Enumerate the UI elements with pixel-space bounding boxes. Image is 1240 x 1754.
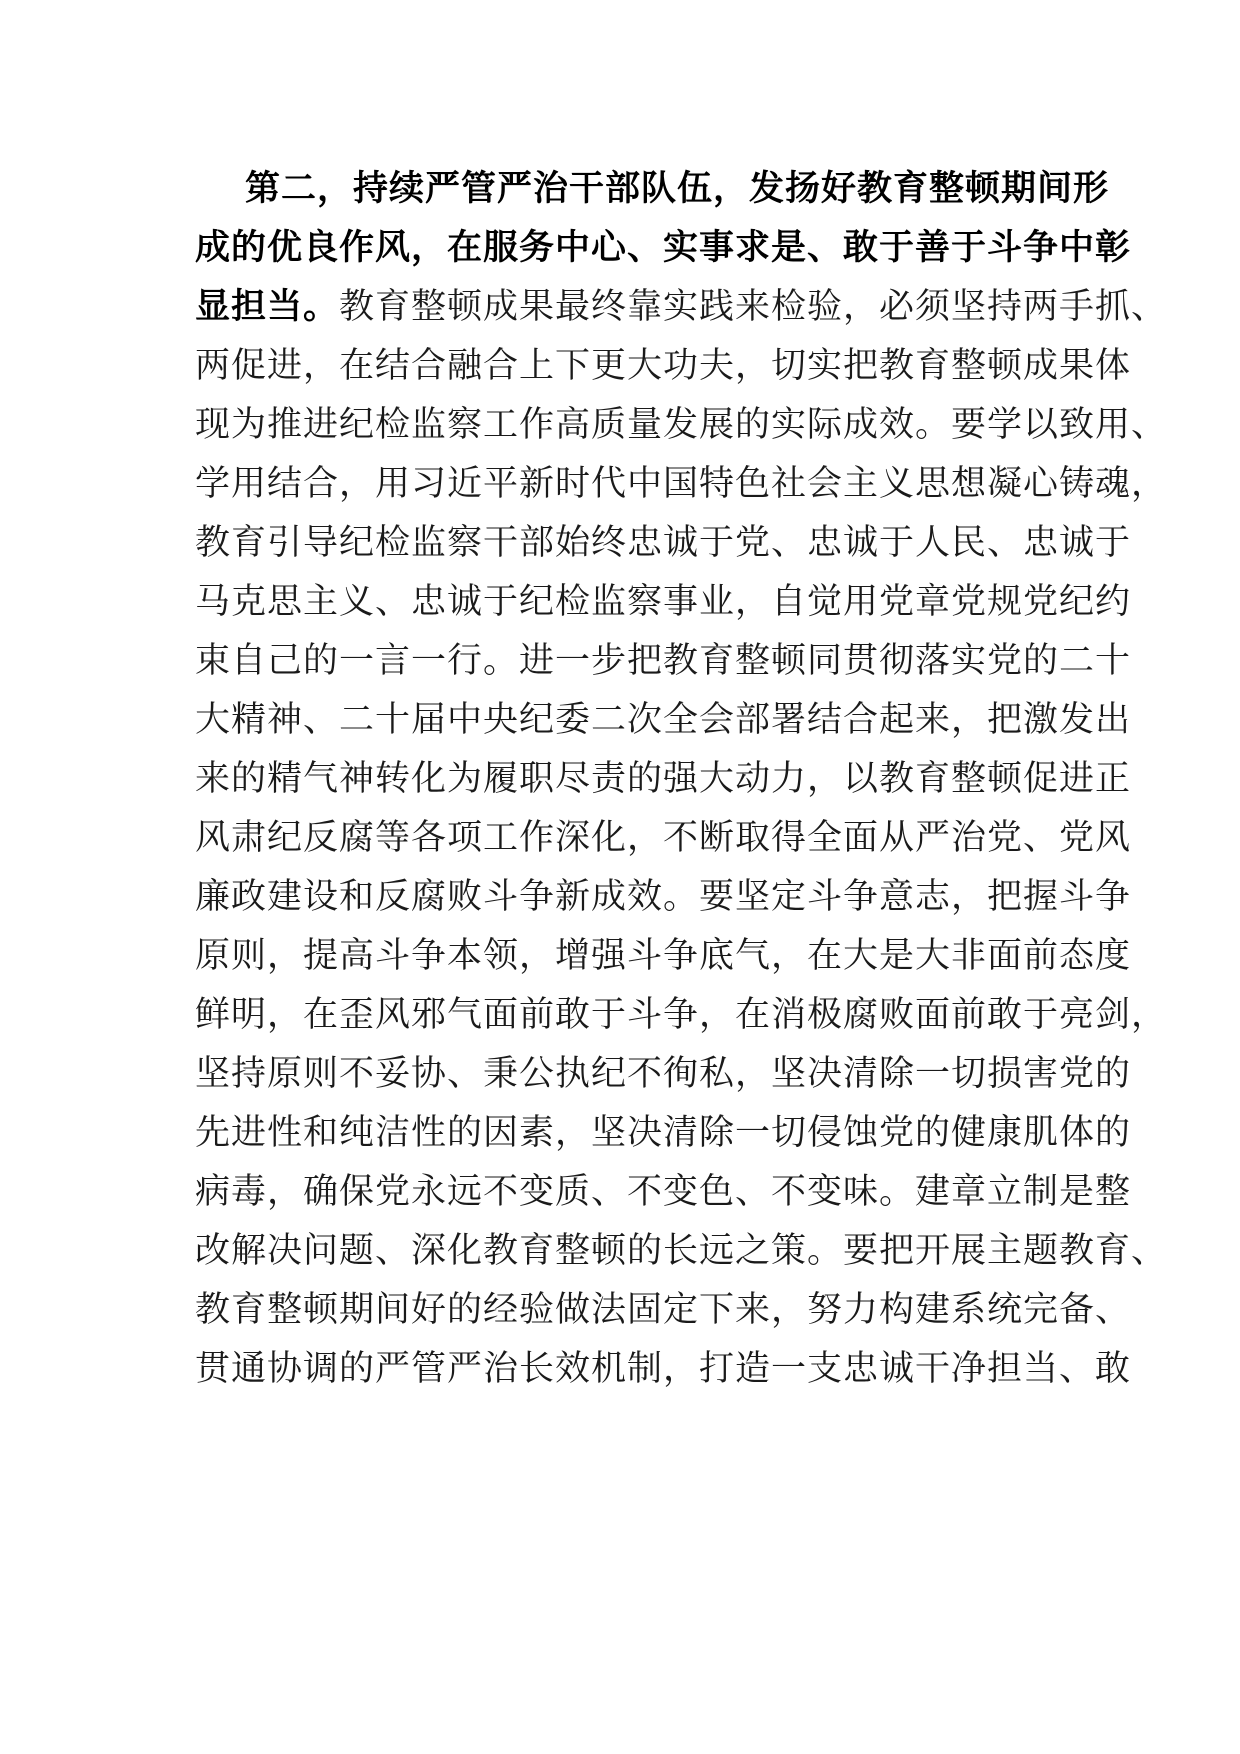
body-line: 廉政建设和反腐败斗争新成效。要坚定斗争意志，把握斗争 (195, 877, 1132, 917)
body-line: 先进性和纯洁性的因素，坚决清除一切侵蚀党的健康肌体的 (195, 1113, 1132, 1153)
body-line: 原则，提高斗争本领，增强斗争底气，在大是大非面前态度 (195, 936, 1132, 976)
body-line: 教育整顿期间好的经验做法固定下来，努力构建系统完备、 (195, 1290, 1132, 1330)
body-line: 束自己的一言一行。进一步把教育整顿同贯彻落实党的二十 (195, 641, 1132, 681)
paragraph (195, 160, 1168, 1399)
heading-line-2: 成的优良作风，在服务中心、实事求是、敢于善于斗争中彰 (195, 228, 1132, 268)
body-line: 贯通协调的严管严治长效机制，打造一支忠诚干净担当、敢 (195, 1349, 1132, 1389)
body-line: 两促进，在结合融合上下更大功夫，切实把教育整顿成果体 (195, 346, 1132, 386)
body-line: 改解决问题、深化教育整顿的长远之策。要把开展主题教育、 (195, 1231, 1168, 1271)
heading-tail: 显担当。 (195, 287, 340, 327)
body-line: 病毒，确保党永远不变质、不变色、不变味。建章立制是整 (195, 1172, 1132, 1212)
body-line: 教育引导纪检监察干部始终忠诚于党、忠诚于人民、忠诚于 (195, 523, 1132, 563)
heading-line-1: 第二，持续严管严治干部队伍，发扬好教育整顿期间形 (245, 169, 1110, 209)
mixed-line (195, 278, 1168, 337)
body-line: 坚持原则不妥协、秉公执纪不徇私，坚决清除一切损害党的 (195, 1054, 1132, 1094)
body-line: 风肃纪反腐等各项工作深化，不断取得全面从严治党、党风 (195, 818, 1132, 858)
body-segment: 教育整顿成果最终靠实践来检验，必须坚持两手抓、 (339, 287, 1168, 327)
body-line: 来的精气神转化为履职尽责的强大动力，以教育整顿促进正 (195, 759, 1132, 799)
body-line: 大精神、二十届中央纪委二次全会部署结合起来，把激发出 (195, 700, 1132, 740)
body-line: 鲜明，在歪风邪气面前敢于斗争，在消极腐败面前敢于亮剑， (195, 995, 1168, 1035)
body-line: 现为推进纪检监察工作高质量发展的实际成效。要学以致用、 (195, 405, 1168, 445)
body-line: 马克思主义、忠诚于纪检监察事业，自觉用党章党规党纪约 (195, 582, 1132, 622)
body-line: 学用结合，用习近平新时代中国特色社会主义思想凝心铸魂， (195, 464, 1168, 504)
